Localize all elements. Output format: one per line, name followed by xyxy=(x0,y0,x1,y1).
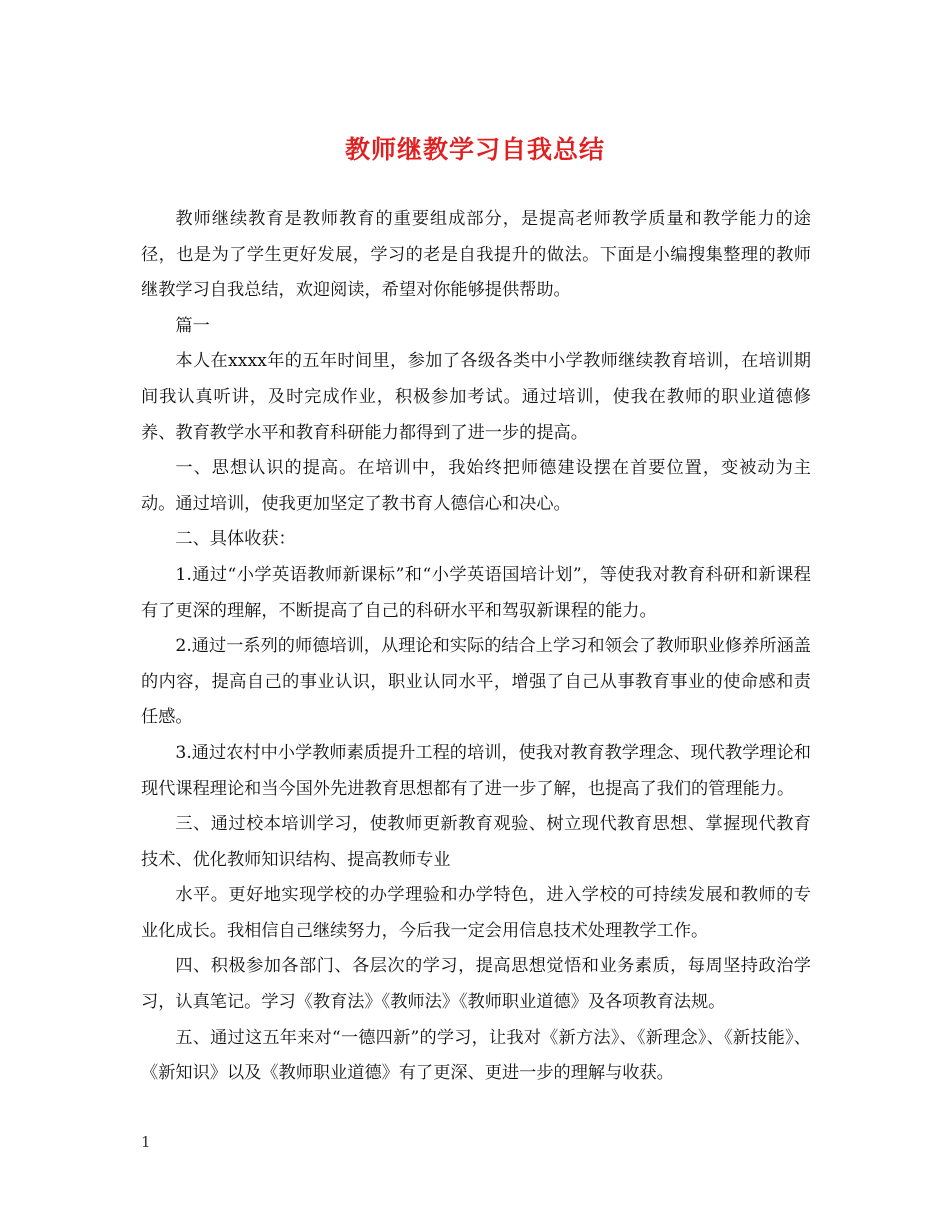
paragraph-point-4: 四、积极参加各部门、各层次的学习，提高思想觉悟和业务素质，每周坚持政治学习，认真笔记。学习《教育法》《教师法》《教师职业道德》及各项教育法规。 xyxy=(141,956,811,1013)
paragraph-point-2-item-1: 1.通过“小学英语教师新课标”和“小学英语国培计划”，等使我对教育科研和新课程有了更深的理解，不断提高了自己的科研水平和驾驭新课程的能力。 xyxy=(141,564,811,621)
paragraph-point-2-item-3: 3.通过农村中小学教师素质提升工程的培训，使我对教育教学理念、现代教学理论和现代课程理论和当今国外先进教育思想都有了进一步了解，也提高了我们的管理能力。 xyxy=(141,742,811,799)
paragraph-point-3-continued: 水平。更好地实现学校的办学理验和办学特色，进入学校的可持续发展和教师的专业化成长。我相信自己继续努力，今后我一定会用信息技术处理教学工作。 xyxy=(141,885,811,941)
paragraph-intro: 教师继续教育是教师教育的重要组成部分，是提高老师教学质量和教学能力的途径，也是为了学生更好发展，学习的老是自我提升的做法。下面是小编搜集整理的教师继教学习自我总结，欢迎阅读，希望对你能够提供帮助。 xyxy=(141,209,811,301)
paragraph-overview: 本人在xxxx年的五年时间里，参加了各级各类中小学教师继续教育培训，在培训期间我认真听讲，及时完成作业，积极参加考试。通过培训，使我在教师的职业道德修养、教育教学水平和教育科研能力都得到了进一步的提高。 xyxy=(141,351,811,443)
page-number: 1 xyxy=(141,1133,151,1151)
paragraph-point-3: 三、通过校本培训学习，使教师更新教育观验、树立现代教育思想、掌握现代教育技术、优化教师知识结构、提高教师专业 xyxy=(141,814,811,870)
paragraph-point-2-item-2: 2.通过一系列的师德培训，从理论和实际的结合上学习和领会了教师职业修养所涵盖的内容，提高自己的事业认识，职业认同水平，增强了自己从事教育事业的使命感和责任感。 xyxy=(141,636,811,728)
document-title: 教师继教学习自我总结 xyxy=(344,135,605,164)
paragraph-point-1: 一、思想认识的提高。在培训中，我始终把师德建设摆在首要位置，变被动为主动。通过培训，使我更加坚定了教书育人德信心和决心。 xyxy=(141,458,811,514)
paragraph-section-label: 篇一 xyxy=(175,315,210,336)
document-body xyxy=(141,202,811,1092)
paragraph-point-2-heading: 二、具体收获： xyxy=(175,529,296,550)
paragraph-point-5: 五、通过这五年来对“一德四新”的学习，让我对《新方法》、《新理念》、《新技能》、《新知识》以及《教师职业道德》有了更深、更进一步的理解与收获。 xyxy=(141,1027,811,1084)
